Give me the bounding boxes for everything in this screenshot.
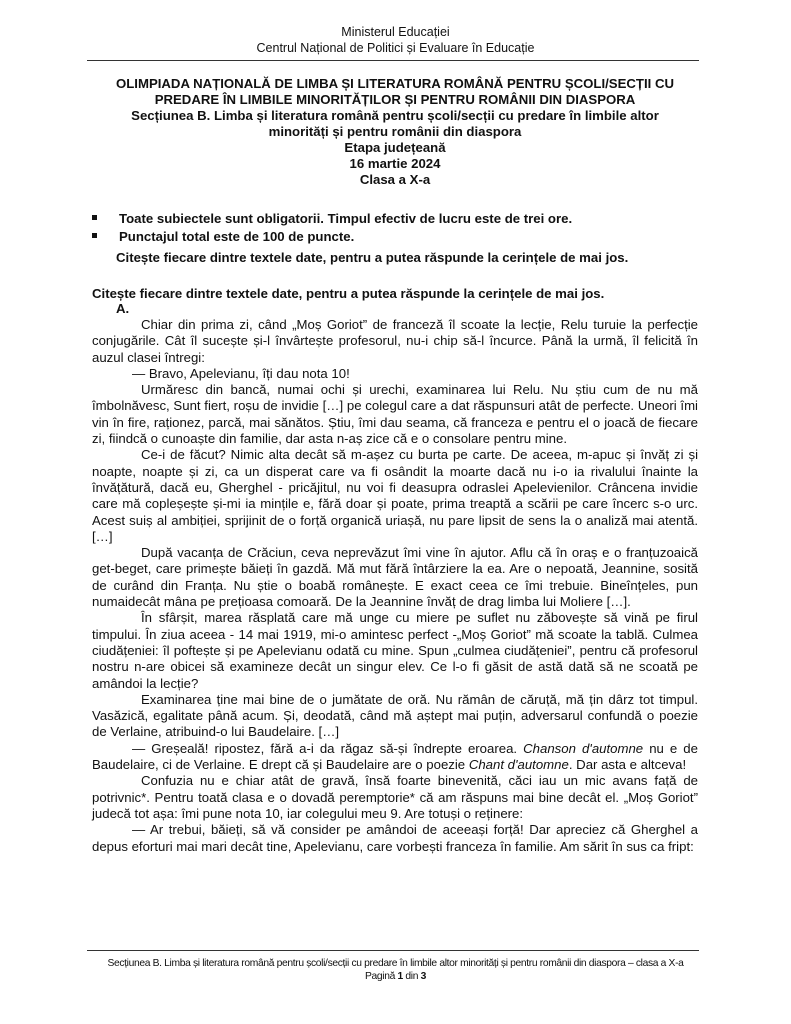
- text-paragraph: În sfârșit, marea răsplată care mă unge cu miere pe suflet nu zăbovește să vină pe firul timpului. În ziua aceea - 14 mai 1919, mi-o amintesc perfect -„Moș Goriot” mă scoate la tablă. Culmea ciudățeniei: îl poftește și pe Apelevianu odată cu mine. Spun „culmea ciudățeniei”, pentru că profesorul nostru n-are obicei să examineze decât un singur elev. Ce l-o fi găsit de astă dată să ne scoată pe amândoi la lecție?: [92, 610, 698, 691]
- footer-divider: [87, 950, 699, 951]
- poem-title: Chant d'automne: [468, 757, 569, 773]
- center-name: Centrul Național de Politici și Evaluare în Educație: [256, 41, 535, 55]
- document-header: [0, 24, 791, 56]
- title-block: [100, 76, 690, 188]
- text-paragraph: Ce-i de făcut? Nimic alta decât să m-așez cu burta pe carte. De aceea, m-apuc și învăț zi și noapte, noapte și zi, ca un disperat care va fi osândit la moarte dacă nu i-o ia rivalului înainte la învățătură, dacă eu, Gherghel - pricăjitul, nu voi fi deasupra odraslei Apelevienilor. Crâncena invidie care mă copleșește și-mi ia mințile e, fără doar și poate, prima treaptă a scării pe care încerc s-o urc. Acest suiș al ambiției, sprijinit de o forță organică uriașă, nu pare lipsit de sens la o analiză mai atentă. […]: [92, 447, 698, 544]
- document-footer: [0, 957, 791, 983]
- rule-item: Punctajul total este de 100 de puncte.: [92, 228, 712, 246]
- rule-item: Toate subiectele sunt obligatorii. Timpul efectiv de lucru este de trei ore.: [92, 210, 712, 228]
- footer-section-text: Secțiunea B. Limba și literatura română pentru școli/secții cu predare în limbile altor minorități și pentru românii din diaspora – clasa a X-a: [107, 958, 684, 969]
- dialogue-line: ― Bravo, Apelevianu, îți dau nota 10!: [132, 365, 350, 381]
- dialogue-line: ― Greșeală! ripostez, fără a-i da răgaz să-și îndrepte eroarea. Chanson d'automne nu e de Baudelaire, ci de Verlaine. E drept că și Baudelaire are o poezie Chant d'automne. Dar asta e altceva!: [92, 740, 698, 773]
- text-section-label: A.: [116, 301, 130, 316]
- bullet-square-icon: [92, 233, 97, 238]
- text-paragraph: Urmăresc din bancă, numai ochi și urechi, examinarea lui Relu. Nu știu cum de nu mă îmbolnăvesc, Sunt fiert, roșu de invidie […] pe colegul care a dat răspunsuri atât de perfecte. Uneori îmi vin în fire, raționez, parcă, mai sănătos. Știu, îmi dau seama, că franceza e pentru el o joacă de fiecare zi, fiindcă o cunoaște din familie, dar asta n-aș zice că e o consolare pentru mine.: [92, 382, 698, 447]
- page-number: Pagină 1 din 3: [365, 971, 426, 982]
- literary-text: [92, 317, 698, 855]
- section-title: Secțiunea B. Limba și literatura română pentru școli/secții cu predare în limbile altor minorități și pentru românii din diaspora: [131, 108, 659, 139]
- text-paragraph: Chiar din prima zi, când „Moș Goriot” de franceză îl scoate la lecție, Relu turuie la perfecție conjugările. Cât îl sucește și-l învârtește profesorul, nu-i chip să-l încurce. Până la urmă, îl felicită în auzul clasei întregi:: [92, 317, 698, 365]
- header-divider: [87, 60, 699, 61]
- text-paragraph: După vacanța de Crăciun, ceva neprevăzut îmi vine în ajutor. Aflu că în oraș e o franțuzoaică get-beget, care primește băieți în gazdă. Mă mut fără întârziere la ea. Are o nepoată, Jeannine, sosită de curând din Franța. Nu știe o boabă românește. E exact ceea ce îmi trebuie. Bineînțeles, pun numaidecât mâna pe prețioasa comoară. De la Jeannine învăț de drag limba lui Moliere […].: [92, 545, 698, 610]
- text-paragraph: Examinarea ține mai bine de o jumătate de oră. Nu rămân de căruță, mă țin dârz tot timpul. Vasăzică, egalitate până acum. Și, deodată, când mă aștept mai puțin, adversarul confundă o poezie de Verlaine, atribuind-o lui Baudelaire. […]: [92, 691, 698, 740]
- instruction-centered: Citește fiecare dintre textele date, pentru a putea răspunde la cerințele de mai jos.: [116, 250, 629, 265]
- rules-list: [92, 210, 712, 245]
- ministry-name: Ministerul Educației: [341, 25, 450, 39]
- text-paragraph: Confuzia nu e chiar atât de gravă, însă foarte binevenită, căci iau un mic avans față de potrivnic*. Pentru toată clasa e o dovadă peremptorie* că am răspuns mai bine decât el. „Moș Goriot” judecă tot așa: îmi pune nota 10, iar colegului meu 9. Are totuși o reținere:: [92, 773, 698, 821]
- exam-date: 16 martie 2024: [349, 156, 441, 171]
- stage-label: Etapa județeană: [344, 140, 446, 155]
- poem-title: Chanson d'automne: [523, 740, 644, 756]
- olympiad-title: OLIMPIADA NAȚIONALĂ DE LIMBA ȘI LITERATURA ROMÂNĂ PENTRU ȘCOLI/SECȚII CU PREDARE ÎN LIMBILE MINORITĂȚILOR ȘI PENTRU ROMÂNII DIN DIASPORA: [115, 76, 674, 107]
- bullet-square-icon: [92, 215, 97, 220]
- instruction: Citește fiecare dintre textele date, pentru a putea răspunde la cerințele de mai jos.: [92, 286, 605, 301]
- class-label: Clasa a X-a: [359, 172, 431, 187]
- dialogue-line: ― Ar trebui, băieți, să vă consider pe amândoi de aceeași forță! Dar apreciez că Gherghel a depus eforturi mai mari decât tine, Apelevianu, care vorbești franceza în familie. Am sărit în sus ca fript:: [92, 822, 698, 854]
